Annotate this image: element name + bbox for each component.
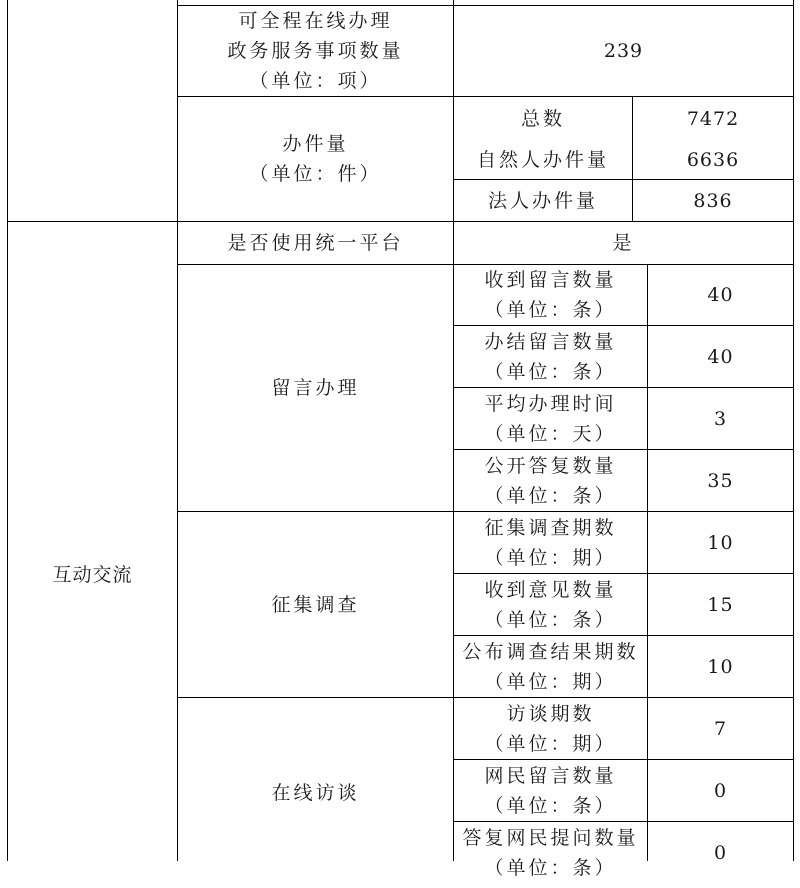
- row-value-cell: [648, 760, 793, 821]
- survey-label: 征集调查: [271, 593, 360, 616]
- row-name: 征集调查期数: [484, 516, 617, 539]
- row-value-cell: [648, 388, 793, 449]
- row-value: 3: [713, 407, 728, 430]
- row-value-cell: [648, 265, 793, 325]
- volume-label-cell: [178, 97, 453, 221]
- row-name: 答复网民提问数量: [462, 826, 639, 849]
- table-row: [454, 822, 647, 883]
- row-name: 办结留言数量: [484, 330, 617, 353]
- platform-value: 是: [612, 232, 635, 254]
- table-row: [454, 698, 647, 759]
- legal-value-cell: [633, 180, 793, 221]
- row-value: 40: [707, 284, 734, 306]
- row-value: 7: [713, 717, 728, 740]
- platform-label-cell: [178, 222, 453, 264]
- row-unit: （单位：条）: [484, 360, 617, 383]
- volume-label-line1: 办件量: [282, 133, 349, 155]
- online-items-label-cell: [178, 6, 453, 96]
- row-value-cell: [648, 698, 793, 759]
- online-items-label-line2: 政务服务事项数量: [227, 40, 404, 62]
- table-row: [454, 326, 647, 387]
- natural-value-cell: [633, 141, 793, 179]
- total-label-cell: [454, 100, 632, 138]
- table-row: [454, 760, 647, 821]
- row-name: 收到意见数量: [484, 578, 617, 601]
- table-row: [454, 574, 647, 635]
- section-label: 互动交流: [52, 564, 133, 586]
- online-items-label-line1: 可全程在线办理: [238, 10, 393, 32]
- online-items-value: 239: [603, 40, 644, 62]
- row-value: 40: [707, 345, 734, 368]
- row-value-cell: [648, 574, 793, 635]
- online-items-label-line3: （单位：项）: [249, 70, 382, 92]
- messages-label-cell: [178, 265, 453, 511]
- row-unit: （单位：条）: [484, 608, 617, 631]
- legal-person-label: 法人办件量: [487, 189, 598, 212]
- total-value-cell: [633, 100, 793, 138]
- table-right-border: [793, 0, 794, 861]
- row-value-cell: [648, 512, 793, 573]
- row-value: 10: [707, 531, 734, 554]
- row-value: 10: [707, 655, 734, 678]
- online-items-value-cell: [454, 6, 793, 96]
- row-unit: （单位：期）: [484, 670, 617, 693]
- row-unit: （单位：条）: [484, 484, 617, 507]
- legal-person-value: 836: [693, 189, 733, 212]
- legal-label-cell: [454, 180, 632, 221]
- row-unit: （单位：天）: [484, 422, 617, 445]
- survey-label-cell: [178, 512, 453, 697]
- row-unit: （单位：期）: [484, 546, 617, 569]
- row-unit: （单位：条）: [484, 856, 617, 879]
- table-row: [454, 636, 647, 697]
- row-value-cell: [648, 450, 793, 511]
- total-label: 总数: [520, 108, 565, 130]
- table-row: [454, 450, 647, 511]
- total-value: 7472: [686, 108, 740, 130]
- row-value-cell: [648, 822, 793, 883]
- row-name: 公开答复数量: [484, 454, 617, 477]
- table-row: [454, 388, 647, 449]
- row-value: 0: [713, 841, 728, 864]
- row-value: 0: [713, 779, 728, 802]
- platform-value-cell: [454, 222, 793, 264]
- messages-label: 留言办理: [271, 377, 360, 399]
- interview-label-cell: [178, 698, 453, 888]
- natural-person-value: 6636: [686, 149, 740, 171]
- platform-label: 是否使用统一平台: [227, 232, 404, 254]
- row-value-cell: [648, 636, 793, 697]
- row-unit: （单位：条）: [484, 794, 617, 817]
- row-value-cell: [648, 326, 793, 387]
- row-name: 公布调查结果期数: [462, 640, 639, 663]
- section-label-cell: [8, 222, 177, 861]
- table-row: [454, 265, 647, 325]
- natural-label-cell: [454, 141, 632, 179]
- volume-label-line2: （单位：件）: [249, 163, 382, 185]
- table-row: [454, 512, 647, 573]
- row-name: 平均办理时间: [484, 392, 617, 415]
- interview-label: 在线访谈: [271, 782, 360, 804]
- row-value: 15: [707, 593, 734, 616]
- row-name: 网民留言数量: [484, 764, 617, 787]
- row-name: 收到留言数量: [484, 269, 617, 291]
- row-unit: （单位：期）: [484, 732, 617, 755]
- natural-person-label: 自然人办件量: [476, 149, 609, 171]
- row-value: 35: [707, 469, 734, 492]
- row-unit: （单位：条）: [484, 299, 617, 321]
- row-name: 访谈期数: [506, 702, 595, 725]
